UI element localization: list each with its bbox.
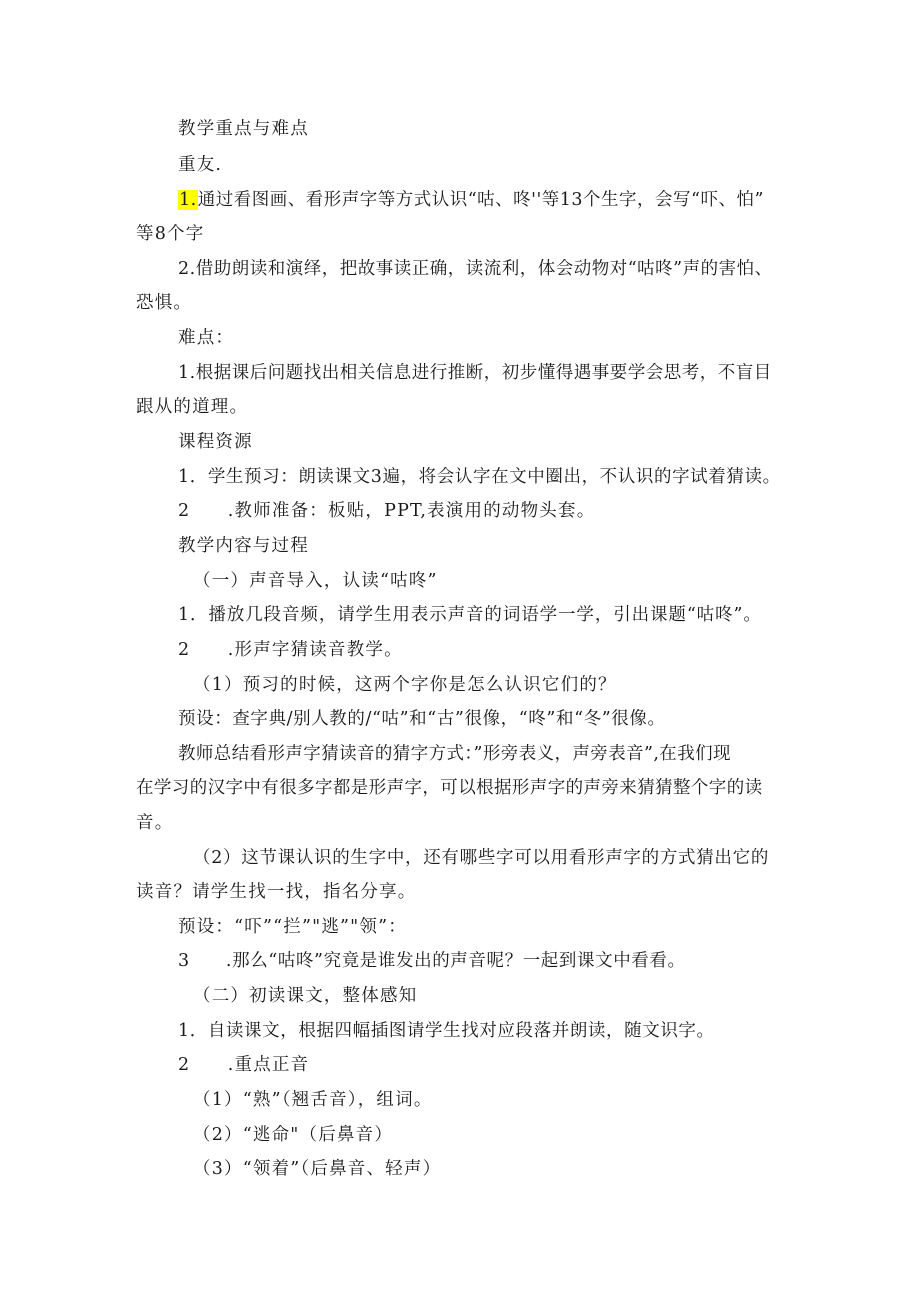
preset-2: 预设：“吓”“拦”"逃”"领”： [178,917,407,937]
key-point-2-line-2: 恐惧。 [136,293,193,313]
key-point-2-line-1: 2.借助朗读和演绎，把故事读正确，读流利，体会动物对“咕咚”声的害怕、 [178,259,773,279]
process-1-1: 1．播放几段音频，请学生用表示声音的词语学一学，引出课题“咕咚”。 [178,605,762,625]
process-1-3: 3 .那么“咕咚”究竟是谁发出的声音呢？一起到课文中看看。 [178,951,686,971]
process-1-2: 2 .形声字猜读音教学。 [178,640,403,660]
process-1-2-1: （1）预习的时候，这两个字你是怎么认识它们的？ [193,675,617,695]
heading-process: 教学内容与过程 [178,536,309,556]
summary-line-3: 音。 [136,813,174,833]
heading-key-points: 教学重点与难点 [178,119,309,139]
section-2-heading: （二）初读课文，整体感知 [193,986,418,1006]
preset-1: 预设：查字典/别人教的/“咕”和“古”很像，“咚”和“冬”很像。 [178,709,666,729]
process-2-2-3: （3）“领着”（后鼻音、轻声） [193,1159,442,1179]
heading-resources: 课程资源 [178,432,253,452]
resource-1: 1．学生预习：朗读课文3遍，将会认字在文中圈出，不认识的字试着猜读。 [178,467,781,487]
process-1-2-2-line-1: （2）这节课认识的生字中，还有哪些字可以用看形声字的方式猜出它的 [193,848,770,868]
resource-2: 2 .教师准备：板贴，PPT,表演用的动物头套。 [178,501,596,521]
process-2-2-1: （1）“熟”（翘舌音），组词。 [193,1090,433,1110]
process-2-2: 2 .重点正音 [178,1055,310,1075]
label-difficult-points: 难点： [178,328,235,348]
summary-line-1: 教师总结看形声字猜读音的猜字方式：”形旁表义，声旁表音”,在我们现 [178,744,731,764]
process-1-2-2-line-2: 读音？请学生找一找，指名分享。 [136,882,417,902]
difficult-point-1-line-2: 跟从的道理。 [136,397,249,417]
highlighted-number: 1. [179,190,197,210]
process-2-1: 1．自读课文，根据四幅插图请学生找对应段落并朗读，随文识字。 [178,1021,715,1041]
key-point-1-line-1: 1.通过看图画、看形声字等方式认识“咕、咚''等13个生字，会写“吓、怕” [179,190,764,210]
section-1-heading: （一）声音导入，认读“咕咚” [193,571,438,591]
process-2-2-2: （2）“逃命"（后鼻音） [193,1125,394,1145]
label-key-points: 重友. [178,155,223,175]
summary-line-2: 在学习的汉字中有很多字都是形声字，可以根据形声字的声旁来猜猜整个字的读 [136,778,763,798]
difficult-point-1-line-1: 1.根据课后问题找出相关信息进行推断，初步懂得遇事要学会思考，不盲目 [178,363,772,383]
key-point-1-line-2: 等8个字 [136,224,205,244]
